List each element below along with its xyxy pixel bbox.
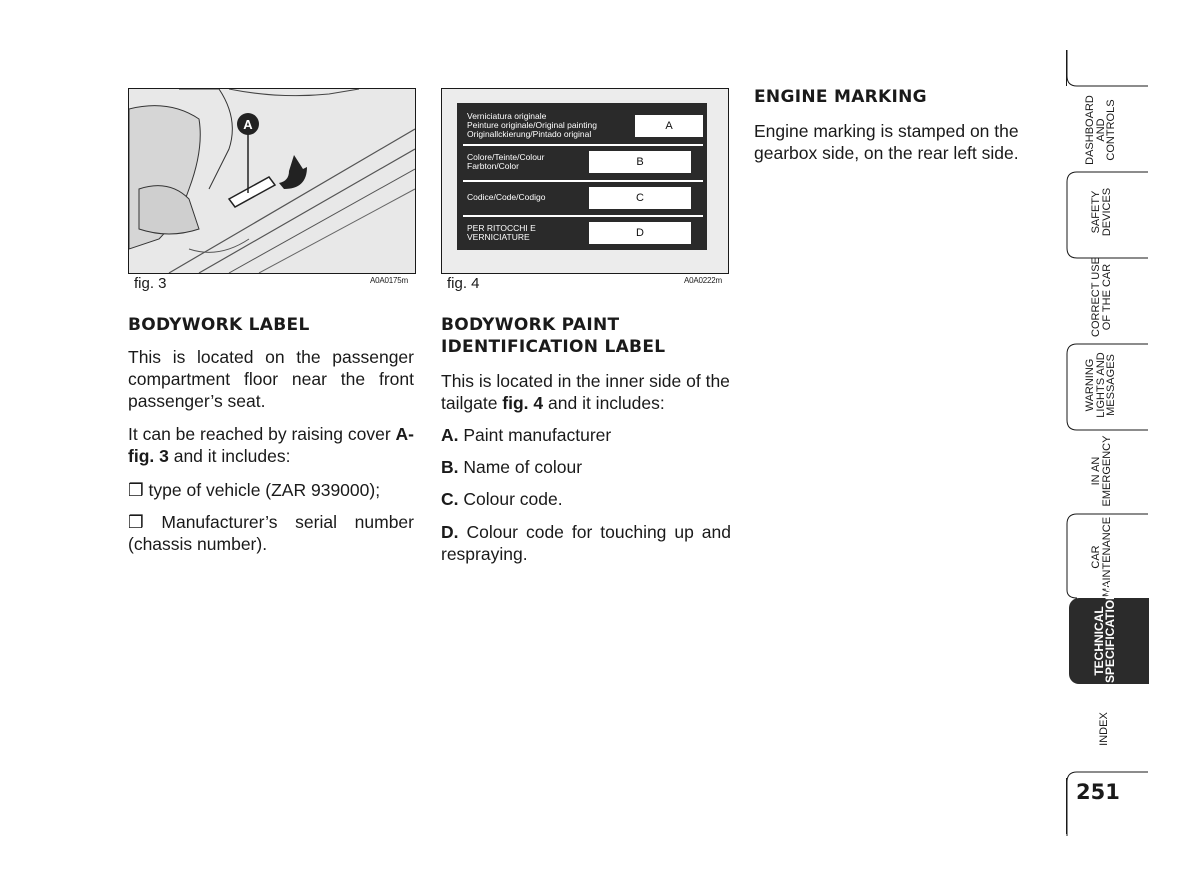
figure-4 <box>441 88 729 274</box>
plate-box-a: A <box>635 115 703 137</box>
paint-item-a: A. Paint manufacturer <box>441 425 612 445</box>
tab-technical-specifications-active[interactable] <box>1069 583 1149 684</box>
tab-in-an-emergency[interactable]: IN AN EMERGENCY <box>1090 435 1113 507</box>
paint-identification-plate <box>457 103 707 250</box>
bullet-vehicle-type: ❒ type of vehicle (ZAR 939000); <box>128 480 381 500</box>
callout-a-label: A <box>243 117 253 132</box>
paint-item-d: D. Colour code for touching up and respraying. <box>441 522 731 564</box>
engine-marking-heading: ENGINE MARKING <box>754 87 927 107</box>
plate-separator <box>463 180 703 182</box>
plate-row-4-text: PER RITOCCHI E VERNICIATURE <box>467 223 536 242</box>
tab-warning-lights[interactable]: WARNING LIGHTS AND MESSAGES <box>1084 352 1117 418</box>
fig4-reference: fig. 4 <box>502 393 544 413</box>
tab-safety-devices[interactable]: SAFETY DEVICES <box>1090 187 1113 237</box>
tab-index[interactable]: INDEX <box>1098 712 1110 746</box>
tab-car-maintenance[interactable]: CAR MAINTENANCE <box>1090 516 1113 598</box>
plate-row-3-text: Codice/Code/Codigo <box>467 192 546 202</box>
page-number-rule <box>1066 778 1067 834</box>
fig4-code: A0A0222m <box>684 276 722 285</box>
plate-box-c: C <box>589 187 691 209</box>
fig3-reference: A-fig. 3 <box>128 424 414 466</box>
engine-marking-paragraph: Engine marking is stamped on the gearbox side, on the rear left side. <box>754 121 1019 163</box>
paint-item-b: B. Name of colour <box>441 457 583 477</box>
paint-label-heading: BODYWORK PAINT IDENTIFICATION LABEL <box>441 315 666 357</box>
fig4-caption: fig. 4 <box>447 275 480 292</box>
page-number: 251 <box>1076 780 1120 804</box>
bodywork-label-paragraph-1-text: This is located on the passenger compartment floor near the front passenger’s seat. <box>128 347 414 411</box>
tab-technical-specifications: TECHNICAL SPECIFICATIONS <box>1092 583 1117 683</box>
bodywork-label-heading: BODYWORK LABEL <box>128 315 310 335</box>
fig3-caption: fig. 3 <box>134 275 167 292</box>
bodywork-label-illustration <box>129 89 415 273</box>
plate-separator <box>463 144 703 146</box>
paint-label-paragraph: This is located in the inner side of the tailgate fig. 4 and it includes: <box>441 371 730 413</box>
plate-box-b: B <box>589 151 691 173</box>
figure-3 <box>128 88 416 274</box>
fig3-code: A0A0175m <box>370 276 408 285</box>
bodywork-label-paragraph-1 <box>128 346 414 412</box>
paint-item-c: C. Colour code. <box>441 489 563 509</box>
tab-dashboard-and-controls[interactable]: DASHBOARD AND CONTROLS <box>1084 95 1117 165</box>
bodywork-label-paragraph-2: It can be reached by raising cover A-fig. 3 and it includes: <box>128 424 414 466</box>
plate-separator <box>463 215 703 217</box>
plate-box-d: D <box>589 222 691 244</box>
plate-row-1-text: Verniciatura originale Peinture originale/Original painting Originallckierung/Pintado original <box>467 111 597 139</box>
tab-correct-use[interactable]: CORRECT USE OF THE CAR <box>1090 257 1113 337</box>
plate-row-2-text: Colore/Teinte/Colour Farbton/Color <box>467 152 545 171</box>
bullet-serial-number: ❒ Manufacturer’s serial number (chassis number). <box>128 512 414 554</box>
